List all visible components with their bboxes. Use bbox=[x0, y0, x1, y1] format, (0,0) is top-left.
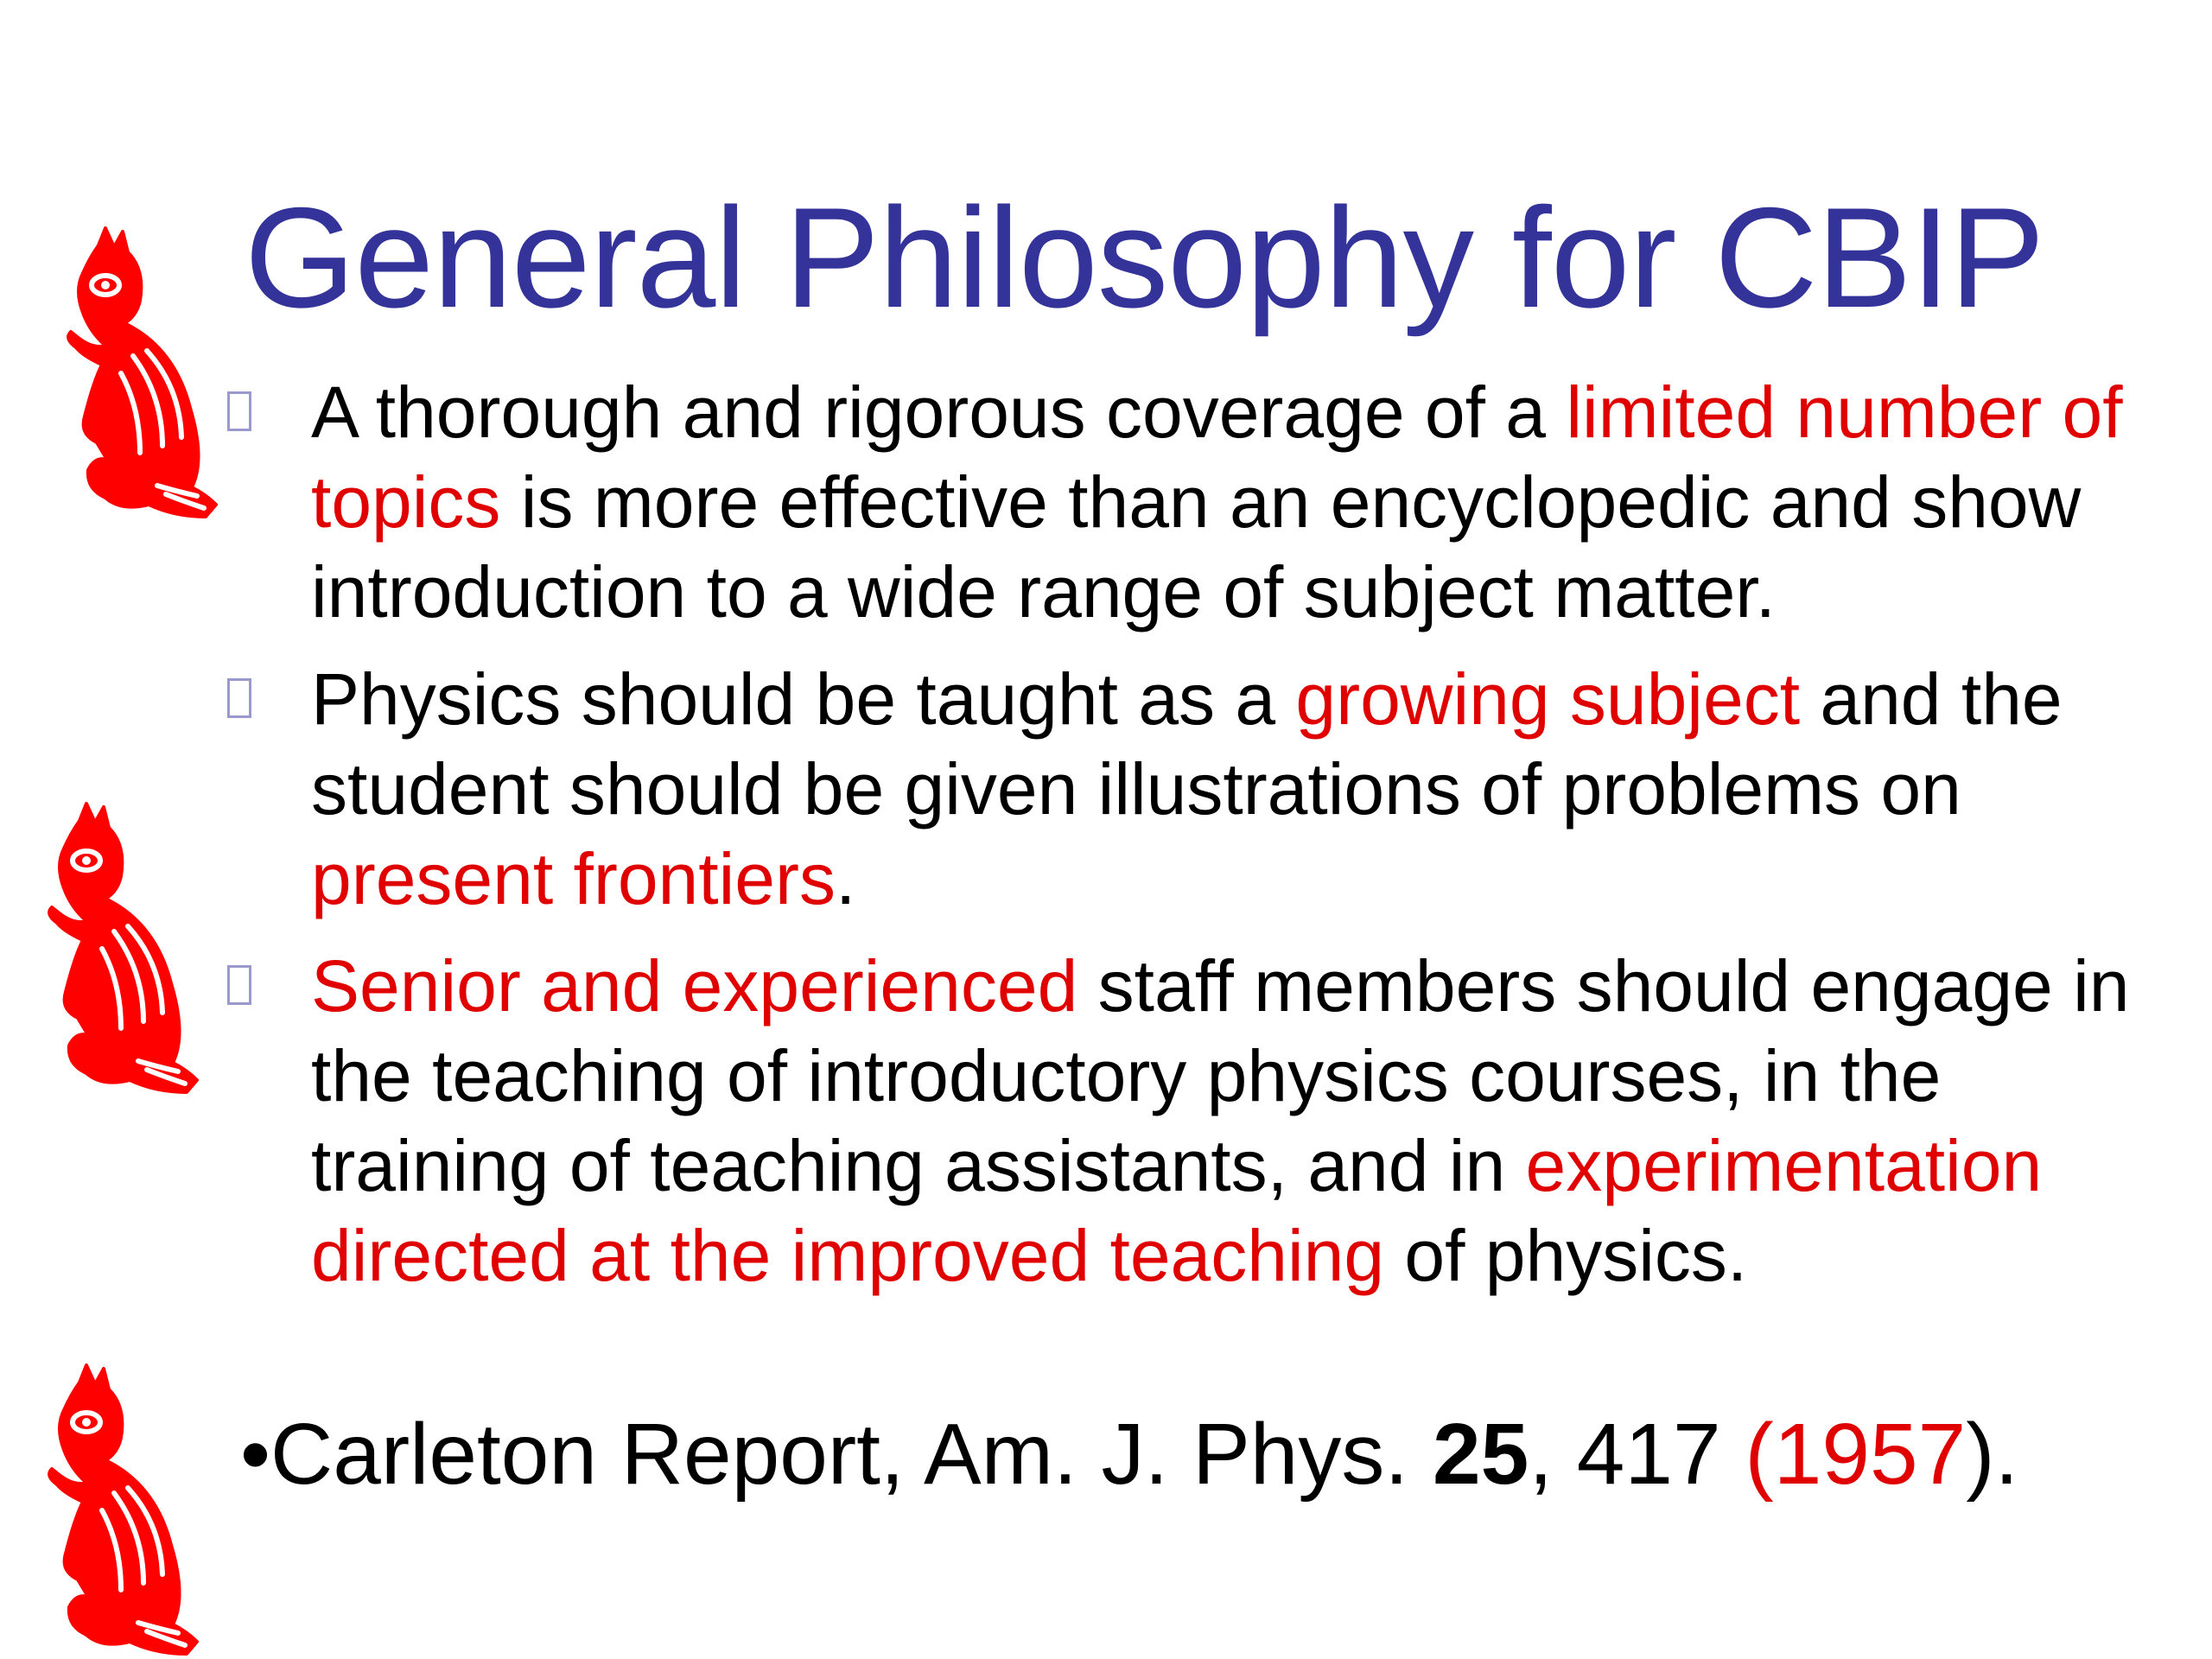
chipmunk-icon bbox=[45, 226, 218, 520]
emphasis-text: growing subject bbox=[1295, 658, 1801, 740]
text-run: of physics. bbox=[1384, 1215, 1748, 1296]
bullet-box-icon bbox=[227, 391, 251, 431]
bullet-item bbox=[223, 941, 2150, 1300]
emphasis-text: limited number of topics bbox=[311, 372, 2123, 543]
citation-suffix: ). bbox=[1966, 1406, 2019, 1503]
bullet-item bbox=[223, 367, 2150, 637]
text-run: staff members should engage in the teaching of introductory physics courses, in the training of teaching assistants, and in bbox=[311, 945, 2130, 1206]
chipmunk-icon bbox=[26, 1363, 199, 1657]
text-run: is more effective than an encyclopedic and show introduction to a wide range of subject matter. bbox=[311, 461, 2082, 632]
citation-pages: , 417 bbox=[1529, 1406, 1745, 1503]
text-run: . bbox=[835, 838, 856, 919]
bullet-box-icon bbox=[227, 678, 251, 718]
citation-volume: 25 bbox=[1432, 1406, 1529, 1503]
bullet-item bbox=[223, 654, 2150, 924]
emphasis-text: Senior and experienced bbox=[311, 945, 1078, 1027]
bullet-list bbox=[223, 367, 2150, 1300]
slide-title: General Philosophy for CBIP bbox=[245, 178, 2044, 337]
emphasis-text: experimentation directed at the improved teaching bbox=[311, 1125, 2043, 1296]
chipmunk-icon bbox=[26, 802, 199, 1096]
bullet-text bbox=[311, 945, 2129, 1296]
emphasis-text: present frontiers bbox=[311, 838, 836, 919]
text-run: A thorough and rigorous coverage of a bbox=[311, 372, 1567, 453]
text-run: Physics should be taught as a bbox=[311, 658, 1296, 740]
citation-prefix: •Carleton Report, Am. J. Phys. bbox=[240, 1406, 1433, 1503]
citation bbox=[240, 1407, 2018, 1502]
bullet-text bbox=[311, 372, 2123, 632]
text-run: and the student should be given illustrations of problems on bbox=[311, 658, 2063, 830]
citation-year: (1957 bbox=[1745, 1406, 1967, 1503]
bullet-box-icon bbox=[227, 965, 251, 1005]
bullet-text bbox=[311, 658, 2063, 919]
